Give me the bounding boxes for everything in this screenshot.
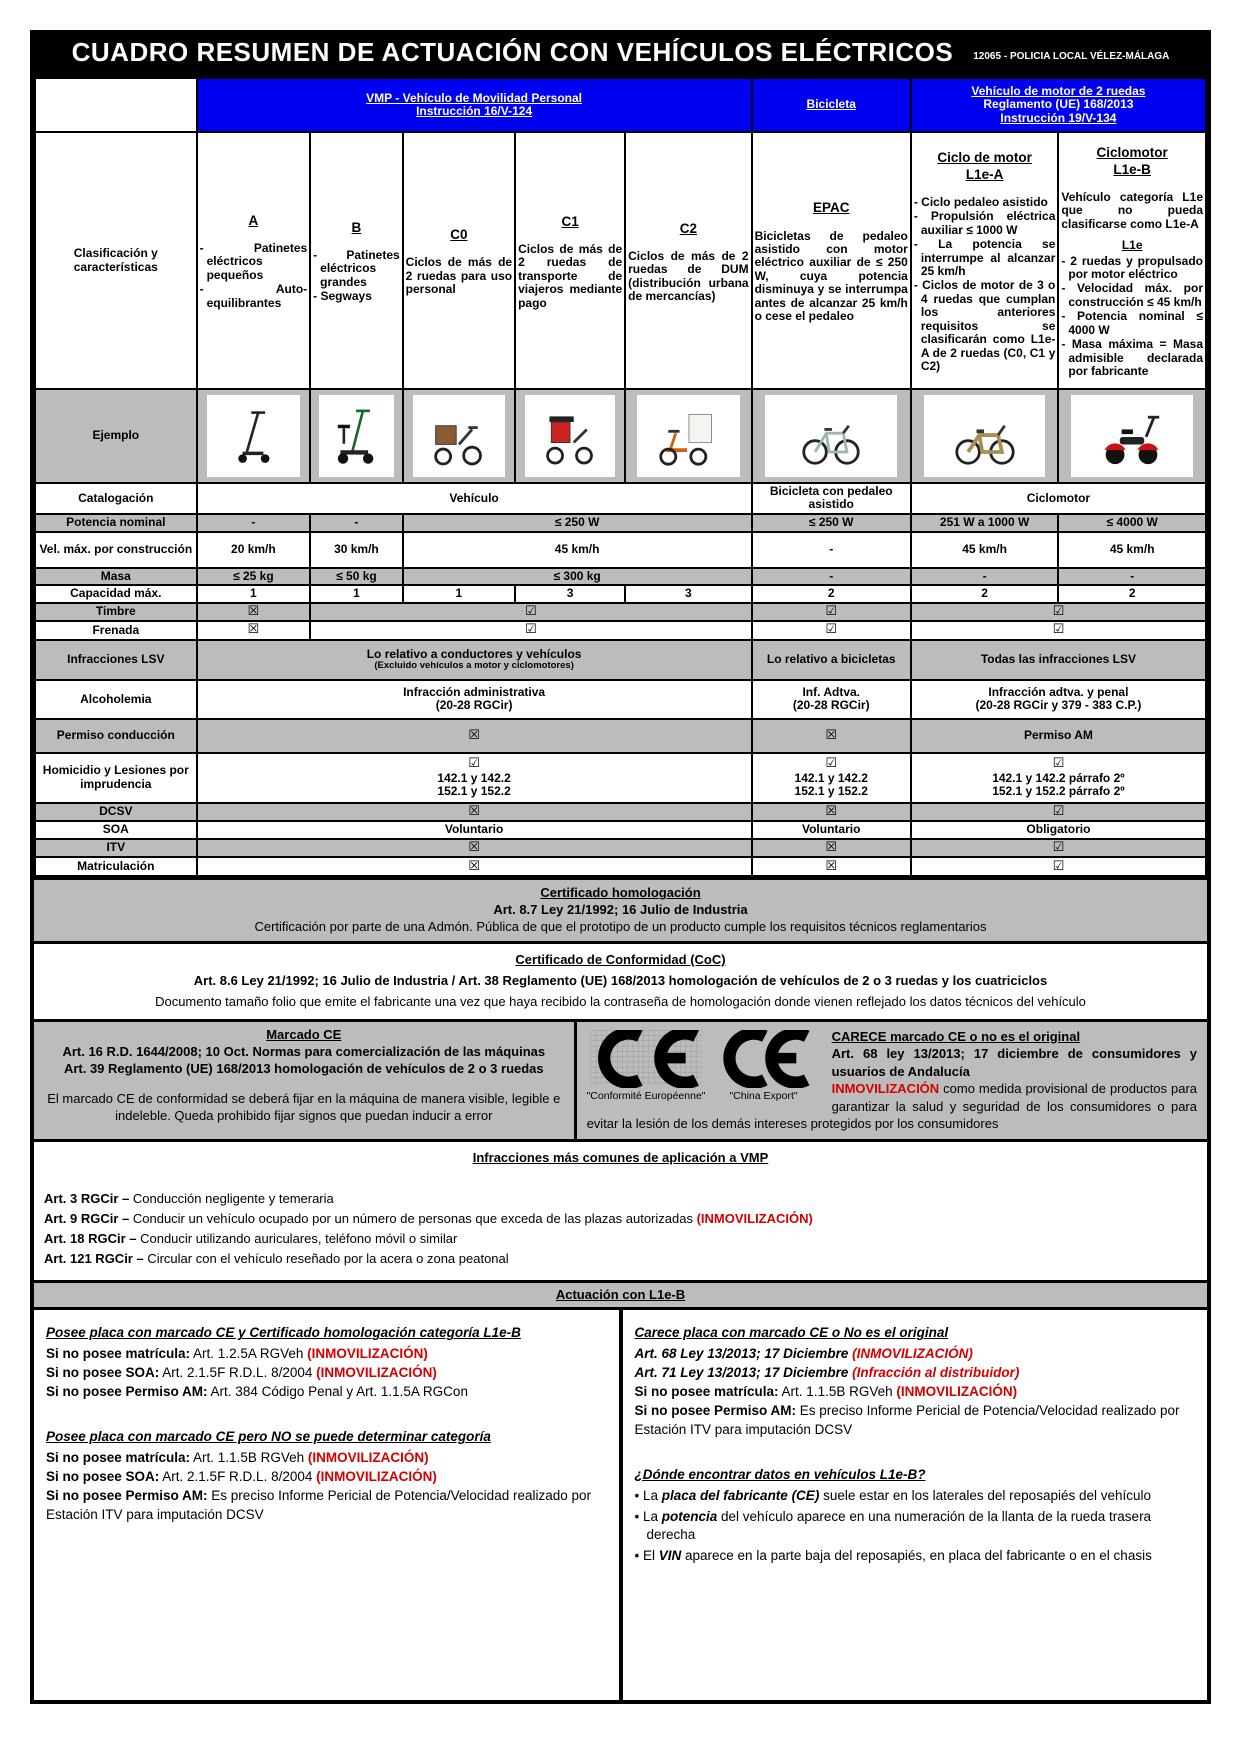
homicidio-motor (911, 753, 1206, 803)
infracciones-motor: Todas las infracciones LSV (911, 640, 1206, 680)
class-l1ea-heading1: Ciclo de motor (937, 149, 1032, 165)
alcoholemia-vmp-line2: (20-28 RGCir) (435, 698, 513, 713)
class-l1eb-cell (1058, 132, 1206, 389)
condition-text: Art. 1.2.5A RGVeh (190, 1346, 308, 1362)
class-l1eb-heading1: Ciclomotor (1096, 144, 1168, 160)
condition-text: Art. 2.1.5F R.D.L. 8/2004 (159, 1468, 317, 1484)
potencia-l1eb: ≤ 4000 W (1058, 514, 1206, 532)
certificado-homologacion-text: Certificación por parte de una Admón. Pública de que el prototipo de un producto cumple los requisitos técnicos reglamentarios (254, 919, 987, 935)
checkbox-crossed-icon: ☒ (468, 803, 480, 819)
actuacion-line (46, 1468, 607, 1487)
classification-row (35, 132, 1206, 389)
alcoholemia-epac-line2: (20-28 RGCir) (792, 698, 870, 713)
timbre-row (35, 603, 1206, 622)
class-epac-text: Bicicletas de pedaleo asistido con motor eléctrico auxiliar de ≤ 250 W, cuya potencia disminuya y se interrumpa antes de alcanzar 25 km/h o cese el pedaleo (754, 228, 908, 324)
infraccion-red: (INMOVILIZACIÓN) (696, 1210, 813, 1226)
bullet-post: aparece en la parte baja del reposapiés, en placa del fabricante o en el chasis (681, 1548, 1152, 1564)
actuacion-line (46, 1345, 607, 1364)
condition-label: Si no posee Permiso AM: (634, 1403, 797, 1419)
row-label-alcoholemia: Alcoholemia (35, 680, 197, 719)
motor-header-line2: Reglamento (UE) 168/2013 (983, 97, 1134, 112)
certificado-homologacion-title: Certificado homologación (540, 885, 701, 901)
condition-red: (INMOVILIZACIÓN) (896, 1384, 1018, 1400)
marcado-ce-section (34, 1022, 574, 1139)
checkbox-crossed-icon: ☒ (468, 727, 480, 743)
marcado-ce-title: Marcado CE (266, 1026, 342, 1042)
class-a-item: - Patinetes eléctricos pequeños (199, 240, 308, 282)
capacidad-epac: 2 (752, 585, 911, 602)
actuacion-line (46, 1364, 607, 1383)
condition-red: (INMOVILIZACIÓN) (316, 1365, 437, 1381)
checkbox-checked-icon: ☑ (468, 756, 480, 772)
checkbox-crossed-icon: ☒ (468, 839, 480, 855)
actuacion-left-box (34, 1310, 619, 1700)
checkbox-crossed-icon: ☒ (825, 839, 838, 855)
permiso-motor: Permiso AM (911, 719, 1206, 753)
infracciones-vmp-note: (Excluido vehículos a motor y ciclomotores) (374, 660, 574, 672)
title-bar (34, 30, 1207, 74)
infraccion-item (44, 1231, 1197, 1248)
condition-text: Art. 1.1.5B RGVeh (778, 1384, 897, 1400)
bullet-post: suele estar en los laterales del reposapiés del vehículo (819, 1487, 1152, 1503)
summary-table (34, 77, 1207, 877)
checkbox-crossed-icon: ☒ (825, 858, 838, 874)
class-l1eb-item: - Potencia nominal ≤ 4000 W (1061, 309, 1203, 337)
condition-label: Si no posee SOA: (46, 1468, 160, 1484)
marcado-ce-row (34, 1022, 1207, 1139)
row-label-matriculacion: Matriculación (35, 857, 197, 876)
class-b-cell (310, 132, 403, 389)
catalogacion-motor: Ciclomotor (911, 483, 1206, 514)
class-l1eb-item: - 2 ruedas y propulsado por motor eléctrico (1061, 253, 1203, 281)
marcado-ce-text: El marcado CE de conformidad se deberá fijar en la máquina de manera visible, legible e indeleble. Queda prohibido fijar signos que puedan inducir a error (47, 1091, 561, 1124)
infraccion-article: Art. 18 RGCir – (44, 1230, 137, 1246)
infraccion-item (44, 1251, 1197, 1268)
potencia-row (35, 514, 1206, 532)
masa-row (35, 568, 1206, 585)
row-label-catalogacion: Catalogación (35, 483, 197, 514)
soa-motor: Obligatorio (911, 821, 1206, 838)
velocidad-epac: - (752, 532, 911, 568)
class-c1-text: Ciclos de más de 2 ruedas de transporte de viajeros mediante pago (518, 241, 623, 310)
class-a-cell (197, 132, 311, 389)
row-label-masa: Masa (35, 568, 197, 585)
infracciones-vmp-title: Infracciones más comunes de aplicación a VMP (472, 1150, 769, 1165)
china-export-mark-icon (716, 1030, 812, 1088)
class-c0-text: Ciclos de más de 2 ruedas para uso personal (405, 255, 513, 297)
checkbox-crossed-icon: ☒ (247, 603, 260, 619)
actuacion-line (635, 1345, 1196, 1364)
potencia-l1ea: 251 W a 1000 W (911, 514, 1059, 532)
checkbox-checked-icon: ☑ (825, 756, 838, 772)
class-l1ea-item: - La potencia se interrumpe al alcanzar 25 km/h (913, 237, 1056, 278)
actuacion-header (34, 1283, 1207, 1307)
actuacion-line (635, 1383, 1196, 1402)
certificado-conformidad-law: Art. 8.6 Ley 21/1992; 16 Julio de Industria / Art. 38 Reglamento (UE) 168/2013 homologación de vehículos de 2 o 3 ruedas y los cuatriciclos (193, 972, 1048, 988)
checkbox-crossed-icon: ☒ (468, 858, 480, 874)
velocidad-l1ea: 45 km/h (911, 532, 1059, 568)
motor-group-header (911, 78, 1206, 132)
alcoholemia-epac-line1: Inf. Adtva. (802, 684, 860, 699)
capacidad-a: 1 (197, 585, 311, 602)
checkbox-checked-icon: ☑ (525, 622, 537, 638)
itv-row (35, 839, 1206, 858)
homicidio-epac-line2: 152.1 y 152.2 (794, 784, 868, 799)
checkbox-checked-icon: ☑ (825, 622, 838, 638)
checkbox-crossed-icon: ☒ (825, 803, 838, 819)
actuacion-line (46, 1487, 607, 1525)
soa-row (35, 821, 1206, 838)
data-location-item (635, 1508, 1196, 1546)
infraccion-article: Art. 121 RGCir – (44, 1250, 144, 1266)
masa-l1ea: - (911, 568, 1059, 585)
masa-c0c2: ≤ 300 kg (403, 568, 752, 585)
carece-law: Art. 68 ley 13/2013; 17 diciembre de consumidores y usuarios de Andalucía (831, 1046, 1197, 1079)
actuacion-line (46, 1383, 607, 1402)
electric-scooter-image (330, 402, 382, 470)
condition-red: (INMOVILIZACIÓN) (316, 1468, 437, 1484)
alcoholemia-row (35, 680, 1206, 719)
condition-text: Es preciso Informe Pericial de Potencia/Velocidad realizado por Estación ITV para imputación DCSV (634, 1403, 1180, 1437)
class-b-heading: B (351, 219, 362, 235)
dcsv-row (35, 803, 1206, 822)
frenada-row (35, 621, 1206, 640)
capacidad-c2: 3 (625, 585, 751, 602)
delivery-tricycle-image (657, 402, 719, 470)
class-l1ea-cell (911, 132, 1059, 389)
infracciones-vmp-main: Lo relativo a conductores y vehículos (366, 646, 582, 661)
carece-inmovilizacion: INMOVILIZACIÓN (831, 1081, 940, 1097)
alcoholemia-vmp (197, 680, 752, 719)
homicidio-motor-line2: 152.1 y 152.2 párrafo 2º (992, 784, 1125, 799)
row-label-homicidio: Homicidio y Lesiones por imprudencia (35, 753, 197, 803)
masa-epac: - (752, 568, 911, 585)
actuacion-left-title2: Posee placa con marcado CE pero NO se puede determinar categoría (46, 1429, 491, 1445)
carece-text: como medida provisional de productos para garantizar la salud y seguridad de los consumidores o para evitar la lesión de los demás intereses protegidos por los consumidores (586, 1081, 1197, 1132)
checkbox-crossed-icon: ☒ (247, 622, 260, 638)
condition-text: Art. 1.1.5B RGVeh (190, 1449, 308, 1465)
class-l1eb-subheading: L1e (1121, 238, 1143, 253)
ce-europeenne-label: "Conformité Européenne" (586, 1090, 706, 1103)
infracciones-epac: Lo relativo a bicicletas (752, 640, 911, 680)
row-label-infracciones: Infracciones LSV (35, 640, 197, 680)
infraccion-text: Conducir utilizando auriculares, teléfono móvil o similar (136, 1230, 458, 1246)
condition-label: Si no posee matrícula: (46, 1346, 191, 1362)
bullet-term: placa del fabricante (CE) (661, 1487, 820, 1503)
motor-header-line1: Vehículo de motor de 2 ruedas (971, 83, 1146, 98)
capacidad-row (35, 585, 1206, 602)
class-c2-text: Ciclos de más de 2 ruedas de DUM (distribución urbana de mercancías) (628, 248, 749, 303)
checkbox-checked-icon: ☑ (1052, 603, 1065, 619)
bullet-pre: La (642, 1508, 662, 1524)
certificado-conformidad-title: Certificado de Conformidad (CoC) (515, 952, 726, 968)
cargo-tricycle-image (431, 402, 487, 470)
infracciones-vmp (197, 640, 752, 680)
checkbox-checked-icon: ☑ (825, 603, 838, 619)
permiso-row (35, 719, 1206, 753)
condition-text: Art. 2.1.5F R.D.L. 8/2004 (159, 1365, 317, 1381)
masa-b: ≤ 50 kg (310, 568, 403, 585)
class-epac-heading: EPAC (812, 200, 850, 216)
homicidio-motor-line1: 142.1 y 142.2 párrafo 2º (992, 770, 1125, 785)
alcoholemia-motor-line1: Infracción adtva. y penal (988, 684, 1129, 699)
alcoholemia-motor (911, 680, 1206, 719)
class-c2-cell (625, 132, 751, 389)
actuacion-line (635, 1402, 1196, 1440)
infraccion-article: Art. 3 RGCir – (44, 1190, 130, 1206)
bullet-term: VIN (658, 1548, 682, 1564)
class-l1eb-heading2: L1e-B (1113, 161, 1151, 177)
class-a-heading: A (248, 212, 259, 228)
infraccion-article: Art. 9 RGCir – (44, 1210, 130, 1226)
class-l1ea-item: - Propulsión eléctrica auxiliar ≤ 1000 W (913, 209, 1056, 237)
class-l1ea-item: - Ciclo pedaleo asistido (913, 194, 1048, 209)
potencia-a: - (197, 514, 311, 532)
class-epac-cell (752, 132, 911, 389)
checkbox-checked-icon: ☑ (1052, 839, 1065, 855)
class-l1eb-intro: Vehículo categoría L1e que no pueda clasificarse como L1e-A (1061, 189, 1203, 231)
carece-ce-section (577, 1022, 1207, 1139)
law-consequence-red: (Infracción al distribuidor) (852, 1365, 1020, 1381)
document-frame (30, 30, 1211, 1704)
org-label: 12065 - POLICIA LOCAL VÉLEZ-MÁLAGA (973, 50, 1170, 62)
actuacion-left-title1: Posee placa con marcado CE y Certificado homologación categoría L1e-B (46, 1325, 521, 1341)
catalogacion-epac: Bicicleta con pedaleo asistido (752, 483, 911, 514)
condition-label: Si no posee SOA: (46, 1365, 160, 1381)
row-label-ejemplo: Ejemplo (35, 389, 197, 483)
bullet-pre: La (642, 1487, 662, 1503)
condition-text: Art. 384 Código Penal y Art. 1.1.5A RGCon (207, 1384, 468, 1400)
kick-scooter-image (227, 402, 279, 470)
potencia-b: - (310, 514, 403, 532)
bullet-term: potencia (661, 1508, 718, 1524)
header-row (35, 78, 1206, 132)
actuacion-row (34, 1310, 1207, 1700)
homicidio-vmp-line1: 142.1 y 142.2 (437, 770, 511, 785)
capacidad-b: 1 (310, 585, 403, 602)
checkbox-checked-icon: ☑ (525, 603, 537, 619)
actuacion-right-box (623, 1310, 1208, 1700)
ce-logos (587, 1030, 822, 1103)
bullet-pre: El (642, 1548, 659, 1564)
masa-a: ≤ 25 kg (197, 568, 311, 585)
page-title: CUADRO RESUMEN DE ACTUACIÓN CON VEHÍCULOS ELÉCTRICOS (71, 36, 954, 67)
ejemplo-row (35, 389, 1206, 483)
capacidad-c0: 1 (403, 585, 515, 602)
velocidad-b: 30 km/h (310, 532, 403, 568)
row-label-clasificacion: Clasificación y características (35, 132, 197, 389)
corner-cell (35, 78, 197, 132)
homicidio-row (35, 753, 1206, 803)
condition-text: Es preciso Informe Pericial de Potencia/Velocidad realizado por Estación ITV para imputación DCSV (46, 1487, 592, 1522)
row-label-velocidad: Vel. máx. por construcción (35, 532, 197, 568)
class-l1ea-item: - Ciclos de motor de 3 o 4 ruedas que cumplan los anteriores requisitos se clasificarán como L1e-A de 2 ruedas (C0, C1 y C2) (913, 278, 1056, 374)
data-location-item (635, 1547, 1196, 1566)
actuacion-line (635, 1364, 1196, 1383)
condition-label: Si no posee matrícula: (46, 1449, 191, 1465)
infraccion-text: Circular con el vehículo reseñado por la acera o zona peatonal (143, 1250, 509, 1266)
bullet-post: del vehículo aparece en una numeración de la llanta de la rueda trasera derecha (646, 1508, 1152, 1543)
condition-label: Si no posee matrícula: (634, 1384, 779, 1400)
velocidad-row (35, 532, 1206, 568)
alcoholemia-vmp-line1: Infracción administrativa (403, 684, 546, 699)
infracciones-row (35, 640, 1206, 680)
checkbox-checked-icon: ☑ (1052, 622, 1065, 638)
velocidad-l1eb: 45 km/h (1058, 532, 1206, 568)
capacidad-l1eb: 2 (1058, 585, 1206, 602)
motor-cycle-l1ea-image (954, 402, 1016, 470)
condition-red: (INMOVILIZACIÓN) (307, 1449, 429, 1465)
soa-epac: Voluntario (752, 821, 911, 838)
alcoholemia-motor-line2: (20-28 RGCir y 379 - 383 C.P.) (975, 698, 1142, 713)
class-c0-cell (403, 132, 515, 389)
alcoholemia-epac (752, 680, 911, 719)
infracciones-vmp-section (34, 1142, 1207, 1280)
catalogacion-vmp: Vehículo (197, 483, 752, 514)
infraccion-text: Conducir un vehículo ocupado por un número de personas que exceda de las plazas autorizadas (129, 1210, 697, 1226)
catalogacion-row (35, 483, 1206, 514)
passenger-tricycle-image (542, 402, 598, 470)
vmp-header-line2: Instrucción 16/V-124 (416, 104, 533, 118)
actuacion-header-label: Actuación con L1e-B (555, 1287, 686, 1303)
potencia-epac: ≤ 250 W (752, 514, 911, 532)
marcado-ce-law2: Art. 39 Reglamento (UE) 168/2013 homologación de vehículos de 2 o 3 ruedas (63, 1060, 544, 1076)
infraccion-text: Conducción negligente y temeraria (129, 1190, 334, 1206)
condition-label: Si no posee Permiso AM: (46, 1384, 208, 1400)
velocidad-a: 20 km/h (197, 532, 311, 568)
certificado-homologacion-law: Art. 8.7 Ley 21/1992; 16 Julio de Industria (493, 902, 748, 918)
class-c1-cell (515, 132, 625, 389)
data-location-item (635, 1487, 1196, 1506)
class-l1eb-item: - Masa máxima = Masa admisible declarada por fabricante (1061, 337, 1203, 379)
velocidad-c0c2: 45 km/h (403, 532, 752, 568)
homicidio-epac-line1: 142.1 y 142.2 (794, 770, 868, 785)
row-label-itv: ITV (35, 839, 197, 858)
certificado-conformidad-section (34, 944, 1207, 1019)
checkbox-checked-icon: ☑ (1052, 756, 1065, 772)
china-export-label: "China Export" (729, 1090, 798, 1103)
law-reference: Art. 71 Ley 13/2013; 17 Diciembre (634, 1365, 853, 1381)
potencia-c0c2: ≤ 250 W (403, 514, 752, 532)
class-b-item: - Patinetes eléctricos grandes (313, 247, 400, 289)
checkbox-checked-icon: ☑ (1052, 803, 1065, 819)
certificado-conformidad-text: Documento tamaño folio que emite el fabricante una vez que haya recibido la contraseña de homologación donde vienen reflejado los datos técnicos del vehículo (155, 993, 1086, 1009)
row-label-permiso: Permiso conducción (35, 719, 197, 753)
class-c2-heading: C2 (679, 220, 697, 236)
vmp-header-line1: VMP - Vehículo de Movilidad Personal (366, 90, 583, 105)
actuacion-right-title1: Carece placa con marcado CE o No es el original (634, 1325, 949, 1341)
row-label-dcsv: DCSV (35, 803, 197, 822)
ce-europeenne-logo (587, 1030, 706, 1103)
capacidad-l1ea: 2 (911, 585, 1059, 602)
class-l1ea-heading2: L1e-A (965, 166, 1004, 182)
row-label-potencia: Potencia nominal (35, 514, 197, 532)
vmp-group-header (197, 78, 752, 132)
law-reference: Art. 68 Ley 13/2013; 17 Diciembre (634, 1346, 853, 1362)
soa-vmp: Voluntario (197, 821, 752, 838)
checkbox-checked-icon: ☑ (1052, 858, 1065, 874)
actuacion-line (46, 1449, 607, 1468)
homicidio-vmp (197, 753, 752, 803)
infraccion-item (44, 1191, 1197, 1208)
marcado-ce-law1: Art. 16 R.D. 1644/2008; 10 Oct. Normas para comercialización de las máquinas (62, 1043, 546, 1059)
bicycle-group-header (752, 78, 911, 132)
homicidio-vmp-line2: 152.1 y 152.2 (437, 784, 511, 799)
infraccion-item (44, 1211, 1197, 1228)
condition-label: Si no posee Permiso AM: (46, 1487, 208, 1503)
condition-red: (INMOVILIZACIÓN) (307, 1346, 428, 1362)
class-b-item: - Segways (313, 288, 372, 303)
row-label-capacidad: Capacidad máx. (35, 585, 197, 602)
law-consequence-red: (INMOVILIZACIÓN) (852, 1346, 973, 1362)
actuacion-right-title2: ¿Dónde encontrar datos en vehículos L1e-B? (634, 1466, 926, 1482)
class-c0-heading: C0 (450, 227, 468, 243)
capacidad-c1: 3 (515, 585, 625, 602)
masa-l1eb: - (1058, 568, 1206, 585)
checkbox-crossed-icon: ☒ (825, 727, 838, 743)
carece-title: CARECE marcado CE o no es el original (831, 1028, 1081, 1044)
motor-header-line3: Instrucción 19/V-134 (1000, 110, 1117, 125)
certificado-homologacion-section (34, 880, 1207, 941)
class-l1eb-item: - Velocidad máx. por construcción ≤ 45 km/h (1061, 281, 1203, 309)
class-a-item: - Auto-equilibrantes (199, 282, 308, 310)
china-export-logo (716, 1030, 812, 1103)
matriculacion-row (35, 857, 1206, 876)
row-label-soa: SOA (35, 821, 197, 838)
electric-moped-l1eb-image (1101, 402, 1163, 470)
class-c1-heading: C1 (561, 213, 579, 229)
row-label-timbre: Timbre (35, 603, 197, 622)
homicidio-epac (752, 753, 911, 803)
electric-bicycle-image (800, 402, 862, 470)
ce-mark-icon (590, 1030, 702, 1088)
row-label-frenada: Frenada (35, 621, 197, 640)
bicycle-header-label: Bicicleta (806, 97, 856, 112)
